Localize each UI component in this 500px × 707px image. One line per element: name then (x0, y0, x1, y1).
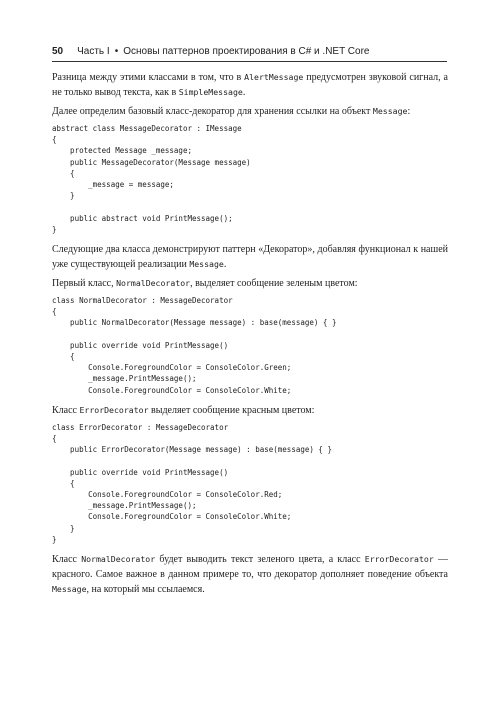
inline-code-errordecorator: ErrorDecorator (364, 554, 434, 565)
inline-code-errordecorator: ErrorDecorator (79, 404, 149, 415)
paragraph-6-text-b: будет выводить текст зеленого цвета, а класс (155, 554, 365, 566)
paragraph-6-text-c: — красного. Самое важное в данном примере то, что декоратор дополняет поведение объекта (52, 554, 448, 581)
paragraph-3 (52, 242, 448, 272)
header-bullet: • (114, 45, 119, 57)
code-block-error-decorator: class ErrorDecorator : MessageDecorator { public ErrorDecorator(Message message) : base(message) { } public override void PrintMessage() { Console.ForegroundColor = ConsoleColor.Red; _message.PrintMessage(); Console.ForegroundColor = ConsoleColor.White; } } (52, 422, 332, 544)
paragraph-5-text-b: выделяет сообщение красным цветом: (148, 404, 315, 416)
paragraph-3-text-a: Следующие два класса демонстрируют паттерн «Декоратор», добавляя функционал к нашей уже существующей реализации (52, 244, 448, 271)
paragraph-4-text-a: Первый класс, (52, 278, 117, 290)
chapter-title: Основы паттернов проектирования в C# и .NET Core (123, 45, 370, 57)
code-block-message-decorator: abstract class MessageDecorator : IMessage { protected Message _message; public MessageDecorator(Message message) { _message = message; } public abstract void PrintMessage(); } (52, 124, 251, 234)
page-body (52, 70, 448, 601)
header-rule (52, 61, 447, 62)
code-block-normal-decorator: class NormalDecorator : MessageDecorator { public NormalDecorator(Message message) : base(message) { } public override void PrintMessage() { Console.ForegroundColor = ConsoleColor.Green; _message.PrintMessage(); Console.ForegroundColor = ConsoleColor.White; (52, 296, 337, 395)
running-header (52, 44, 447, 58)
page-number: 50 (52, 45, 64, 57)
inline-code-normaldecorator: NormalDecorator (116, 278, 191, 289)
inline-code-alertmessage: AlertMessage (244, 72, 304, 82)
paragraph-2-text-b: : (407, 106, 411, 117)
paragraph-1-text-c: . (242, 87, 246, 98)
paragraph-5-text-a: Класс (52, 404, 80, 416)
paragraph-4 (52, 276, 448, 291)
paragraph-6 (52, 552, 448, 597)
inline-code-message: Message (189, 259, 224, 270)
paragraph-2-text-a: Далее определим базовый класс-декоратор для хранения ссылки на объект (52, 106, 373, 117)
paragraph-2 (52, 104, 448, 119)
paragraph-6-text-d: , на который мы ссылаемся. (86, 584, 205, 596)
inline-code-message: Message (372, 106, 408, 116)
part-label: Часть I (77, 45, 110, 57)
paragraph-5 (52, 403, 448, 418)
paragraph-6-text-a: Класс (52, 554, 82, 566)
inline-code-normaldecorator: NormalDecorator (81, 554, 156, 565)
paragraph-3-text-b: . (223, 259, 227, 271)
paragraph-1 (52, 70, 448, 100)
inline-code-message: Message (52, 584, 87, 595)
paragraph-1-text-b: предусмотрен звуковой сигнал, а не только вывод текста, как в (52, 72, 448, 98)
paragraph-1-text-a: Разница между этими классами в том, что в (52, 72, 245, 83)
paragraph-4-text-b: , выделяет сообщение зеленым цветом: (190, 278, 358, 290)
inline-code-simplemessage: SimpleMessage (178, 87, 243, 97)
